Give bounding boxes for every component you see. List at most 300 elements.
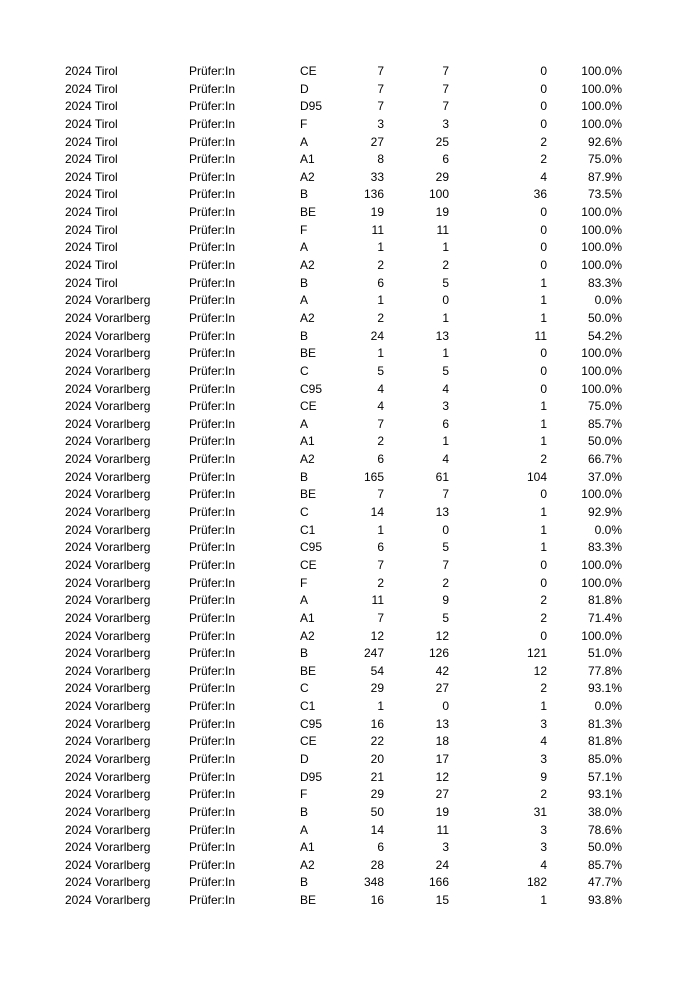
cell-year-region: 2024 Vorarlberg [65,822,151,837]
cell-passed: 0 [442,293,449,308]
cell-pass-rate: 85.7% [587,857,622,872]
cell-license-class: B [300,804,309,819]
cell-pass-rate: 93.1% [587,787,622,802]
cell-role: Prüfer:In [189,822,236,837]
table-row [0,645,700,663]
cell-year-region: 2024 Vorarlberg [65,310,151,325]
cell-total: 5 [377,363,384,378]
cell-failed: 0 [540,116,547,131]
cell-license-class: A2 [300,310,315,325]
cell-year-region: 2024 Vorarlberg [65,893,151,908]
data-table [0,63,700,910]
cell-role: Prüfer:In [189,346,236,361]
cell-license-class: A2 [300,169,315,184]
cell-failed: 1 [540,699,547,714]
cell-passed: 11 [436,822,449,837]
cell-license-class: D95 [300,99,323,114]
cell-pass-rate: 93.1% [587,681,622,696]
cell-failed: 1 [540,293,547,308]
cell-failed: 1 [540,416,547,431]
cell-total: 14 [370,822,384,837]
cell-year-region: 2024 Tirol [65,81,118,96]
cell-role: Prüfer:In [189,363,236,378]
cell-total: 7 [377,81,384,96]
cell-role: Prüfer:In [189,399,236,414]
table-row [0,239,700,257]
cell-failed: 11 [534,328,547,343]
table-row [0,839,700,857]
cell-pass-rate: 100.0% [581,222,622,237]
cell-passed: 12 [435,628,449,643]
table-row [0,663,700,681]
cell-failed: 4 [540,169,547,184]
cell-total: 24 [370,328,384,343]
cell-license-class: F [300,222,308,237]
cell-passed: 3 [442,116,449,131]
cell-pass-rate: 77.8% [587,663,622,678]
cell-passed: 6 [442,416,449,431]
cell-year-region: 2024 Vorarlberg [65,540,151,555]
table-row [0,116,700,134]
cell-license-class: A2 [300,628,315,643]
cell-total: 7 [377,64,384,78]
cell-total: 3 [377,116,384,131]
cell-year-region: 2024 Vorarlberg [65,575,151,590]
cell-failed: 0 [540,99,547,114]
cell-total: 6 [377,840,384,855]
cell-license-class: C95 [300,716,323,731]
cell-role: Prüfer:In [189,258,236,273]
cell-failed: 2 [540,593,547,608]
cell-license-class: A1 [300,434,315,449]
cell-passed: 5 [442,363,449,378]
cell-year-region: 2024 Tirol [65,134,118,149]
cell-passed: 7 [442,81,449,96]
cell-passed: 5 [442,610,449,625]
table-row [0,628,700,646]
cell-year-region: 2024 Vorarlberg [65,787,151,802]
cell-passed: 0 [442,522,449,537]
cell-role: Prüfer:In [189,381,236,396]
cell-year-region: 2024 Tirol [65,258,118,273]
table-row [0,204,700,222]
cell-license-class: B [300,328,309,343]
cell-year-region: 2024 Vorarlberg [65,751,151,766]
cell-failed: 31 [533,804,547,819]
cell-role: Prüfer:In [189,681,236,696]
cell-role: Prüfer:In [189,293,236,308]
cell-year-region: 2024 Tirol [65,64,118,78]
cell-year-region: 2024 Tirol [65,275,118,290]
cell-license-class: B [300,187,309,202]
cell-year-region: 2024 Vorarlberg [65,522,151,537]
cell-pass-rate: 92.9% [587,505,622,520]
cell-license-class: CE [300,64,317,78]
table-row [0,363,700,381]
cell-failed: 0 [540,628,547,643]
cell-failed: 0 [540,64,547,78]
cell-total: 29 [370,787,384,802]
cell-year-region: 2024 Vorarlberg [65,857,151,872]
cell-role: Prüfer:In [189,857,236,872]
cell-role: Prüfer:In [189,81,236,96]
cell-role: Prüfer:In [189,469,236,484]
cell-total: 4 [377,399,384,414]
table-row [0,733,700,751]
cell-passed: 1 [442,310,449,325]
cell-total: 33 [370,169,384,184]
cell-pass-rate: 100.0% [581,64,622,78]
cell-license-class: A2 [300,258,315,273]
cell-role: Prüfer:In [189,734,236,749]
cell-passed: 5 [442,540,449,555]
cell-pass-rate: 93.8% [587,893,622,908]
table-row [0,751,700,769]
cell-year-region: 2024 Vorarlberg [65,381,151,396]
cell-role: Prüfer:In [189,205,236,220]
cell-failed: 3 [540,716,547,731]
cell-license-class: C [300,505,309,520]
cell-year-region: 2024 Vorarlberg [65,769,151,784]
table-row [0,451,700,469]
table-row [0,522,700,540]
cell-role: Prüfer:In [189,663,236,678]
cell-license-class: BE [300,487,317,502]
cell-year-region: 2024 Tirol [65,222,118,237]
cell-role: Prüfer:In [189,187,236,202]
cell-pass-rate: 87.9% [587,169,622,184]
cell-total: 6 [377,275,384,290]
cell-year-region: 2024 Vorarlberg [65,663,151,678]
cell-passed: 1 [442,434,449,449]
cell-role: Prüfer:In [189,575,236,590]
cell-license-class: A [300,293,309,308]
cell-passed: 9 [442,593,449,608]
cell-role: Prüfer:In [189,787,236,802]
cell-passed: 19 [435,205,449,220]
cell-role: Prüfer:In [189,487,236,502]
cell-failed: 0 [540,222,547,237]
cell-license-class: D [300,81,309,96]
cell-total: 2 [377,310,384,325]
cell-failed: 2 [540,681,547,696]
cell-total: 7 [377,416,384,431]
cell-pass-rate: 0.0% [594,522,622,537]
table-row [0,292,700,310]
cell-pass-rate: 78.6% [587,822,622,837]
cell-failed: 0 [540,487,547,502]
cell-role: Prüfer:In [189,875,236,890]
cell-failed: 1 [540,310,547,325]
cell-failed: 4 [540,857,547,872]
cell-license-class: BE [300,663,317,678]
cell-role: Prüfer:In [189,134,236,149]
cell-license-class: A1 [300,152,315,167]
cell-year-region: 2024 Tirol [65,99,118,114]
cell-total: 11 [371,593,384,608]
table-row [0,134,700,152]
cell-role: Prüfer:In [189,522,236,537]
cell-role: Prüfer:In [189,716,236,731]
cell-total: 54 [370,663,384,678]
table-row [0,698,700,716]
cell-year-region: 2024 Vorarlberg [65,434,151,449]
cell-license-class: F [300,787,308,802]
cell-total: 20 [370,751,384,766]
cell-passed: 42 [435,663,449,678]
cell-total: 11 [371,222,384,237]
cell-passed: 7 [442,487,449,502]
table-row [0,398,700,416]
cell-pass-rate: 81.8% [587,734,622,749]
cell-role: Prüfer:In [189,893,236,908]
table-row [0,81,700,99]
cell-role: Prüfer:In [189,152,236,167]
cell-failed: 12 [533,663,547,678]
cell-failed: 0 [540,557,547,572]
table-row [0,186,700,204]
table-row [0,504,700,522]
cell-failed: 0 [540,363,547,378]
cell-license-class: F [300,116,308,131]
cell-role: Prüfer:In [189,169,236,184]
cell-failed: 0 [540,575,547,590]
cell-pass-rate: 38.0% [587,804,622,819]
cell-pass-rate: 100.0% [581,99,622,114]
cell-pass-rate: 100.0% [581,557,622,572]
cell-failed: 2 [540,134,547,149]
cell-failed: 2 [540,452,547,467]
cell-license-class: C95 [300,381,323,396]
cell-passed: 1 [442,240,449,255]
cell-total: 2 [377,434,384,449]
cell-total: 27 [370,134,384,149]
cell-pass-rate: 85.0% [587,751,622,766]
table-row [0,63,700,81]
table-row [0,769,700,787]
cell-pass-rate: 57.1% [587,769,622,784]
cell-pass-rate: 0.0% [594,293,622,308]
cell-total: 136 [363,187,384,202]
cell-passed: 126 [428,646,449,661]
cell-pass-rate: 92.6% [587,134,622,149]
cell-failed: 104 [526,469,547,484]
cell-total: 1 [377,346,384,361]
cell-passed: 61 [435,469,449,484]
cell-license-class: A [300,822,309,837]
cell-year-region: 2024 Vorarlberg [65,363,151,378]
cell-failed: 1 [540,399,547,414]
cell-license-class: A2 [300,857,315,872]
cell-passed: 29 [435,169,449,184]
cell-passed: 5 [442,275,449,290]
cell-license-class: BE [300,346,317,361]
cell-year-region: 2024 Vorarlberg [65,699,151,714]
cell-total: 14 [370,505,384,520]
cell-total: 4 [377,381,384,396]
cell-role: Prüfer:In [189,804,236,819]
cell-passed: 12 [435,769,449,784]
cell-total: 50 [370,804,384,819]
cell-pass-rate: 100.0% [581,363,622,378]
cell-role: Prüfer:In [189,99,236,114]
table-row [0,169,700,187]
table-row [0,328,700,346]
table-row [0,575,700,593]
table-row [0,610,700,628]
cell-role: Prüfer:In [189,310,236,325]
cell-total: 1 [377,522,384,537]
cell-role: Prüfer:In [189,646,236,661]
cell-pass-rate: 83.3% [587,540,622,555]
cell-total: 6 [377,540,384,555]
cell-failed: 0 [540,258,547,273]
cell-failed: 0 [540,381,547,396]
cell-year-region: 2024 Vorarlberg [65,346,151,361]
cell-total: 12 [370,628,384,643]
cell-total: 2 [377,575,384,590]
cell-year-region: 2024 Vorarlberg [65,875,151,890]
cell-license-class: C1 [300,699,316,714]
cell-license-class: B [300,275,309,290]
cell-role: Prüfer:In [189,240,236,255]
table-row [0,151,700,169]
cell-pass-rate: 81.8% [587,593,622,608]
cell-passed: 0 [442,699,449,714]
table-row [0,557,700,575]
cell-pass-rate: 73.5% [587,187,622,202]
cell-license-class: A1 [300,840,315,855]
cell-failed: 1 [540,522,547,537]
table-row [0,345,700,363]
cell-role: Prüfer:In [189,416,236,431]
cell-year-region: 2024 Vorarlberg [65,610,151,625]
table-row [0,257,700,275]
cell-role: Prüfer:In [189,751,236,766]
cell-license-class: B [300,646,309,661]
cell-total: 2 [377,258,384,273]
cell-pass-rate: 100.0% [581,258,622,273]
cell-pass-rate: 100.0% [581,628,622,643]
cell-pass-rate: 100.0% [581,205,622,220]
cell-total: 6 [377,452,384,467]
table-row [0,416,700,434]
cell-failed: 0 [540,240,547,255]
cell-pass-rate: 51.0% [587,646,622,661]
cell-passed: 13 [435,716,449,731]
cell-failed: 0 [540,81,547,96]
cell-role: Prüfer:In [189,628,236,643]
cell-failed: 2 [540,610,547,625]
cell-pass-rate: 75.0% [587,152,622,167]
cell-license-class: C [300,363,309,378]
cell-total: 8 [377,152,384,167]
cell-total: 22 [370,734,384,749]
cell-pass-rate: 100.0% [581,575,622,590]
cell-role: Prüfer:In [189,275,236,290]
cell-passed: 1 [442,346,449,361]
cell-failed: 182 [526,875,547,890]
cell-failed: 2 [540,787,547,802]
cell-pass-rate: 85.7% [587,416,622,431]
table-row [0,433,700,451]
cell-failed: 0 [540,205,547,220]
cell-pass-rate: 100.0% [581,116,622,131]
cell-role: Prüfer:In [189,452,236,467]
cell-passed: 13 [435,328,449,343]
cell-total: 1 [377,699,384,714]
cell-passed: 4 [442,452,449,467]
cell-role: Prüfer:In [189,64,236,78]
cell-passed: 3 [442,840,449,855]
cell-pass-rate: 0.0% [594,699,622,714]
cell-role: Prüfer:In [189,593,236,608]
cell-pass-rate: 100.0% [581,81,622,96]
cell-pass-rate: 100.0% [581,381,622,396]
table-row [0,310,700,328]
table-row [0,822,700,840]
cell-license-class: A [300,134,309,149]
cell-pass-rate: 37.0% [587,469,622,484]
cell-total: 29 [370,681,384,696]
cell-year-region: 2024 Vorarlberg [65,734,151,749]
cell-year-region: 2024 Vorarlberg [65,452,151,467]
cell-role: Prüfer:In [189,505,236,520]
table-row [0,892,700,910]
table-row [0,804,700,822]
cell-year-region: 2024 Vorarlberg [65,557,151,572]
cell-failed: 1 [540,275,547,290]
cell-role: Prüfer:In [189,769,236,784]
cell-failed: 9 [540,769,547,784]
cell-failed: 1 [540,434,547,449]
cell-total: 7 [377,487,384,502]
cell-license-class: A [300,416,309,431]
cell-total: 16 [370,716,384,731]
cell-license-class: CE [300,734,317,749]
cell-pass-rate: 75.0% [587,399,622,414]
table-row [0,716,700,734]
cell-role: Prüfer:In [189,557,236,572]
cell-failed: 0 [540,346,547,361]
cell-pass-rate: 54.2% [587,328,622,343]
cell-total: 16 [370,893,384,908]
cell-year-region: 2024 Vorarlberg [65,469,151,484]
cell-pass-rate: 50.0% [587,840,622,855]
cell-year-region: 2024 Vorarlberg [65,840,151,855]
cell-year-region: 2024 Vorarlberg [65,593,151,608]
cell-passed: 4 [442,381,449,396]
cell-total: 7 [377,610,384,625]
cell-failed: 121 [526,646,547,661]
cell-passed: 2 [442,575,449,590]
cell-role: Prüfer:In [189,222,236,237]
cell-role: Prüfer:In [189,610,236,625]
cell-license-class: CE [300,399,317,414]
cell-total: 21 [370,769,384,784]
cell-failed: 3 [540,751,547,766]
cell-failed: 1 [540,505,547,520]
cell-pass-rate: 47.7% [587,875,622,890]
cell-passed: 18 [435,734,449,749]
cell-year-region: 2024 Vorarlberg [65,628,151,643]
table-row [0,469,700,487]
cell-pass-rate: 66.7% [587,452,622,467]
cell-total: 1 [377,240,384,255]
cell-year-region: 2024 Tirol [65,116,118,131]
cell-pass-rate: 83.3% [587,275,622,290]
cell-passed: 2 [442,258,449,273]
